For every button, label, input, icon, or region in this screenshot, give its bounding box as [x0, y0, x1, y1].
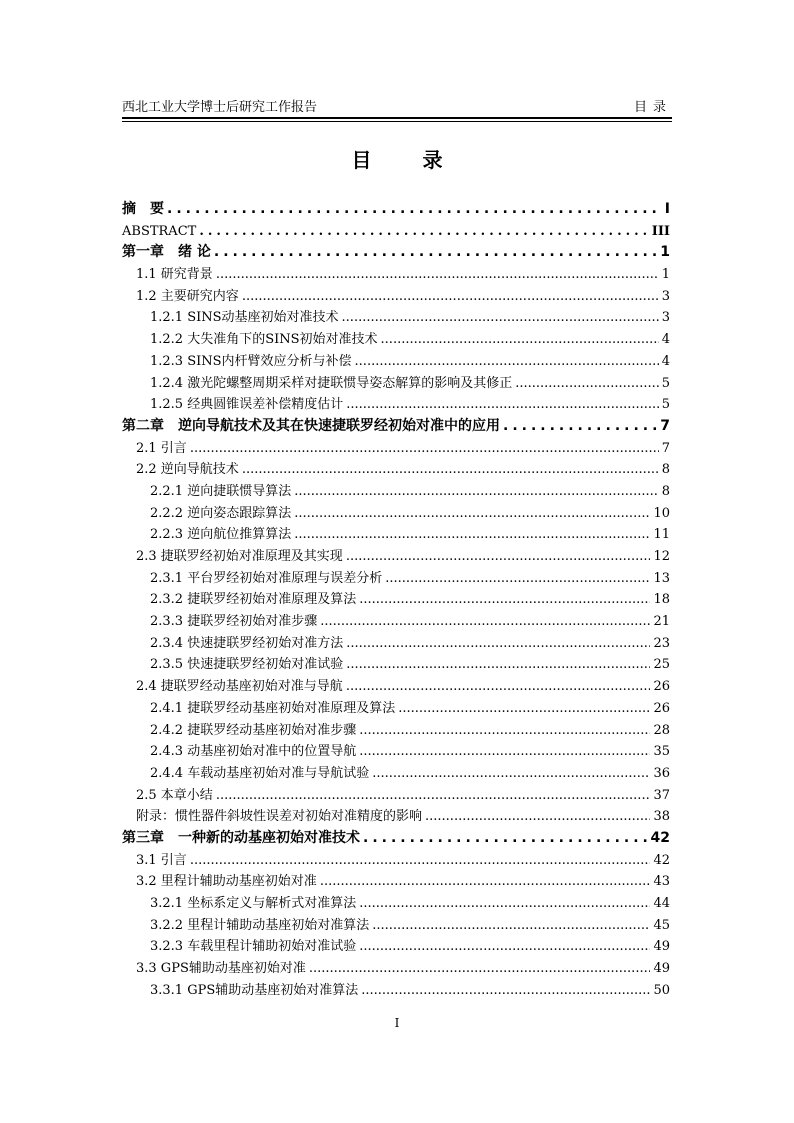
toc-dot-leader: [320, 611, 650, 633]
toc-entry-title: 1.2.3 SINS内杆臂效应分析与补偿: [150, 353, 352, 369]
toc-entry[interactable]: [122, 459, 670, 481]
toc-entry-page: 11: [653, 527, 670, 543]
toc-dot-leader: [355, 351, 659, 373]
toc-entry-page: 36: [653, 765, 670, 781]
toc-dot-leader: [294, 481, 659, 503]
toc-entry-page: 26: [653, 679, 670, 695]
toc-dot-leader: [199, 221, 648, 243]
toc-dot-leader: [346, 676, 651, 698]
toc-dot-leader: [190, 438, 659, 460]
toc-entry-page: 28: [653, 722, 670, 738]
toc-entry-page: 18: [653, 592, 670, 608]
toc-entry-page: 7: [661, 440, 670, 456]
toc-entry-page: 42: [650, 829, 670, 846]
toc-dot-leader: [214, 242, 657, 264]
table-of-contents: [122, 199, 670, 1001]
toc-entry-title: 2.5 本章小结: [136, 787, 213, 803]
toc-dot-leader: [359, 936, 650, 958]
toc-entry-title: 3.3 GPS辅助动基座初始对准: [136, 961, 306, 977]
toc-entry-title: 摘 要: [122, 201, 164, 217]
toc-entry-title: 2.3.3 捷联罗经初始对准步骤: [150, 614, 318, 630]
toc-entry-page: 38: [653, 809, 670, 825]
toc-entry-title: 1.2.5 经典圆锥误差补偿精度估计: [150, 397, 344, 413]
toc-entry-title: 2.4.1 捷联罗经动基座初始对准原理及算法: [150, 700, 396, 716]
toc-entry-page: 4: [661, 332, 670, 348]
toc-entry[interactable]: [122, 199, 670, 221]
toc-entry-page: 26: [653, 700, 670, 716]
toc-entry-title: 第一章 绪 论: [122, 244, 211, 261]
toc-dot-leader: [242, 459, 659, 481]
toc-dot-leader: [294, 503, 650, 525]
toc-entry-page: 49: [653, 939, 670, 955]
running-header: [122, 96, 672, 118]
toc-entry-page: 50: [653, 982, 670, 998]
header-section-name: 目录: [633, 100, 672, 115]
toc-entry-page: 35: [653, 744, 670, 760]
toc-entry[interactable]: [122, 373, 670, 395]
toc-entry-page: 25: [653, 657, 670, 673]
toc-entry-title: 3.2.2 里程计辅助动基座初始对准算法: [150, 917, 370, 933]
toc-dot-leader: [372, 915, 650, 937]
toc-entry-title: 2.2.3 逆向航位推算算法: [150, 527, 292, 543]
toc-entry-title: 2.3.4 快速捷联罗经初始对准方法: [150, 635, 344, 651]
toc-entry-title: ABSTRACT: [122, 223, 197, 239]
toc-dot-leader: [359, 893, 650, 915]
toc-entry-page: 42: [653, 852, 670, 868]
toc-entry-title: 3.3.1 GPS辅助动基座初始对准算法: [150, 982, 359, 998]
toc-entry-title: 3.1 引言: [136, 852, 187, 868]
toc-entry-page: 1: [661, 267, 670, 283]
toc-entry[interactable]: [122, 307, 670, 329]
toc-entry-page: 45: [653, 917, 670, 933]
toc-entry[interactable]: [122, 915, 670, 937]
toc-entry[interactable]: [122, 763, 670, 785]
toc-entry-title: 附录：惯性器件斜坡性误差对初始对准精度的影响: [136, 809, 423, 825]
toc-entry[interactable]: [122, 589, 670, 611]
toc-entry[interactable]: [122, 351, 670, 373]
toc-entry-title: 2.1 引言: [136, 440, 187, 456]
toc-entry[interactable]: [122, 242, 670, 264]
toc-dot-leader: [242, 286, 659, 308]
toc-dot-leader: [381, 329, 659, 351]
toc-dot-leader: [216, 785, 651, 807]
toc-dot-leader: [346, 546, 651, 568]
toc-entry[interactable]: [122, 850, 670, 872]
toc-entry[interactable]: [122, 654, 670, 676]
toc-entry[interactable]: [122, 416, 670, 438]
toc-dot-leader: [167, 199, 662, 221]
toc-entry[interactable]: [122, 828, 670, 850]
toc-dot-leader: [515, 373, 659, 395]
toc-entry-page: 37: [653, 787, 670, 803]
toc-entry-title: 1.2.1 SINS动基座初始对准技术: [150, 310, 339, 326]
header-rule-thin: [122, 121, 672, 122]
toc-entry-page: 13: [653, 570, 670, 586]
toc-entry-page: 49: [653, 961, 670, 977]
toc-entry[interactable]: [122, 503, 670, 525]
toc-entry-page: 8: [661, 483, 670, 499]
toc-entry[interactable]: [122, 481, 670, 503]
toc-entry[interactable]: [122, 394, 670, 416]
toc-dot-leader: [359, 741, 650, 763]
toc-entry-title: 2.4.3 动基座初始对准中的位置导航: [150, 744, 357, 760]
toc-entry-title: 1.1 研究背景: [136, 267, 213, 283]
page-number: I: [394, 1016, 400, 1030]
toc-dot-leader: [342, 307, 659, 329]
toc-entry-page: 3: [661, 288, 670, 304]
toc-entry-title: 1.2 主要研究内容: [136, 288, 239, 304]
toc-entry-page: 7: [660, 417, 670, 434]
toc-entry[interactable]: [122, 893, 670, 915]
toc-entry-page: III: [651, 223, 670, 239]
toc-dot-leader: [398, 698, 650, 720]
toc-entry-page: 1: [660, 244, 670, 261]
toc-entry-title: 2.2.2 逆向姿态跟踪算法: [150, 505, 292, 521]
toc-entry[interactable]: [122, 741, 670, 763]
toc-entry-page: 23: [653, 635, 670, 651]
toc-entry[interactable]: [122, 633, 670, 655]
toc-dot-leader: [503, 416, 657, 438]
toc-entry-title: 1.2.4 激光陀螺整周期采样对捷联惯导姿态解算的影响及其修正: [150, 375, 513, 391]
toc-entry[interactable]: [122, 871, 670, 893]
toc-entry-title: 第三章 一种新的动基座初始对准技术: [122, 829, 360, 846]
toc-dot-leader: [190, 850, 651, 872]
toc-dot-leader: [363, 828, 648, 850]
toc-entry[interactable]: [122, 524, 670, 546]
toc-entry-page: 5: [661, 375, 670, 391]
toc-entry-title: 3.2 里程计辅助动基座初始对准: [136, 874, 317, 890]
toc-entry-page: 10: [653, 505, 670, 521]
toc-entry[interactable]: [122, 438, 670, 460]
toc-entry-page: I: [664, 201, 670, 217]
toc-entry-title: 1.2.2 大失准角下的SINS初始对准技术: [150, 332, 378, 348]
toc-entry[interactable]: [122, 806, 670, 828]
toc-entry-page: 21: [653, 614, 670, 630]
toc-entry[interactable]: [122, 286, 670, 308]
toc-entry[interactable]: [122, 720, 670, 742]
toc-entry[interactable]: [122, 546, 670, 568]
toc-entry-page: 3: [661, 310, 670, 326]
toc-dot-leader: [361, 980, 650, 1002]
toc-entry[interactable]: [122, 329, 670, 351]
toc-entry[interactable]: [122, 676, 670, 698]
toc-dot-leader: [309, 958, 651, 980]
toc-entry-title: 2.4 捷联罗经动基座初始对准与导航: [136, 679, 343, 695]
toc-entry[interactable]: [122, 568, 670, 590]
toc-entry-title: 2.3 捷联罗经初始对准原理及其实现: [136, 549, 343, 564]
toc-entry-title: 第二章 逆向导航技术及其在快速捷联罗经初始对准中的应用: [122, 417, 500, 434]
toc-dot-leader: [346, 394, 659, 416]
toc-entry-title: 3.2.1 坐标系定义与解析式对准算法: [150, 896, 357, 911]
toc-entry-title: 2.3.2 捷联罗经初始对准原理及算法: [150, 592, 357, 608]
toc-entry-page: 44: [653, 896, 670, 911]
toc-entry-page: 8: [661, 462, 670, 478]
toc-entry-title: 2.4.4 车载动基座初始对准与导航试验: [150, 765, 370, 781]
toc-entry-title: 2.2.1 逆向捷联惯导算法: [150, 483, 292, 499]
toc-entry[interactable]: [122, 958, 670, 980]
toc-entry-title: 3.2.3 车载里程计辅助初始对准试验: [150, 939, 357, 955]
toc-entry-title: 2.4.2 捷联罗经动基座初始对准步骤: [150, 722, 357, 738]
toc-dot-leader: [359, 720, 650, 742]
toc-entry[interactable]: [122, 221, 670, 243]
toc-dot-leader: [216, 264, 659, 286]
header-report-title: 西北工业大学博士后研究工作报告: [122, 100, 318, 115]
toc-entry-page: 4: [661, 353, 670, 369]
toc-dot-leader: [372, 763, 650, 785]
toc-entry-page: 43: [653, 874, 670, 890]
toc-entry[interactable]: [122, 785, 670, 807]
toc-entry-page: 12: [653, 549, 670, 564]
toc-entry-title: 2.2 逆向导航技术: [136, 462, 239, 478]
toc-entry[interactable]: [122, 611, 670, 633]
toc-dot-leader: [346, 654, 650, 676]
toc-dot-leader: [320, 871, 651, 893]
toc-dot-leader: [359, 589, 650, 611]
toc-entry[interactable]: [122, 936, 670, 958]
toc-entry-title: 2.3.5 快速捷联罗经初始对准试验: [150, 657, 344, 673]
toc-entry[interactable]: [122, 980, 670, 1002]
toc-entry-title: 2.3.1 平台罗经初始对准原理与误差分析: [150, 570, 383, 586]
toc-dot-leader: [425, 806, 650, 828]
toc-entry[interactable]: [122, 264, 670, 286]
page-title: 目 录: [351, 148, 465, 172]
toc-dot-leader: [294, 524, 650, 546]
toc-dot-leader: [346, 633, 650, 655]
toc-entry-page: 5: [661, 397, 670, 413]
toc-entry[interactable]: [122, 698, 670, 720]
toc-dot-leader: [385, 568, 650, 590]
header-rule-thick: [122, 117, 672, 119]
